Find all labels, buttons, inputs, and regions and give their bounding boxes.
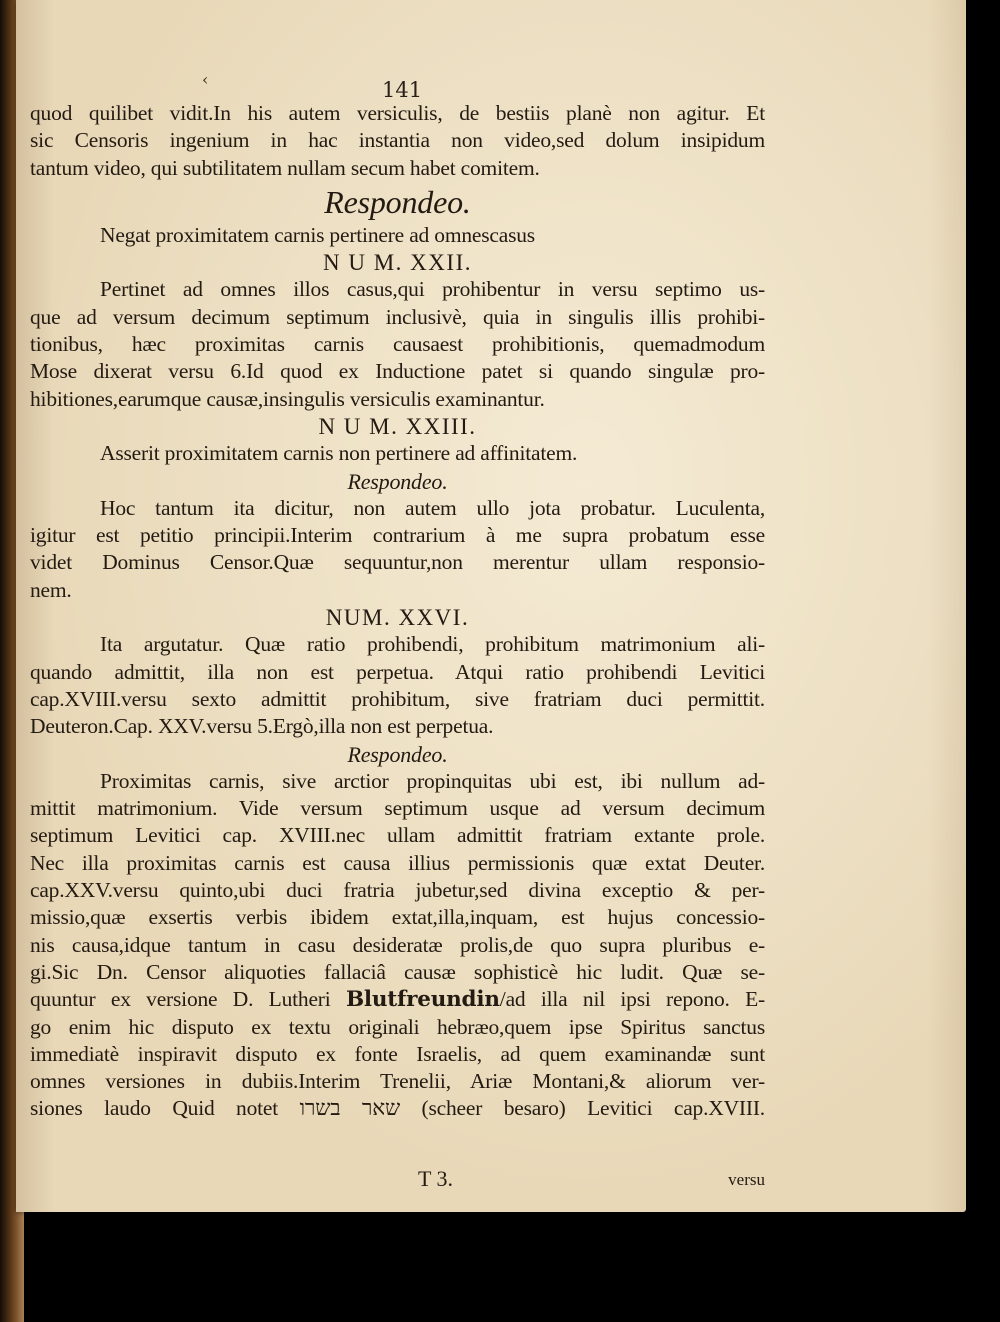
blackletter-word: Blutfreundin <box>345 987 500 1013</box>
text-line: igitur est petitio principii.Interim contrarium à me supra probatum esse <box>30 523 765 548</box>
stray-ink-mark: ‹ <box>202 70 209 89</box>
text-line: tionibus, hæc proximitas carnis causaest prohibitionis, quemadmodum <box>30 332 765 357</box>
text-line: missio,quæ exsertis verbis ibidem extat,illa,inquam, est hujus concessio- <box>30 905 765 930</box>
text-line: quando admittit, illa non est perpetua. Atqui ratio prohibendi Levitici <box>30 659 765 684</box>
text-segment: quuntur ex versione D. Lutheri <box>30 987 346 1012</box>
text-line: omnes versiones in dubiis.Interim Trenelii, Ariæ Montani,& aliorum ver- <box>30 1069 765 1094</box>
text-line: Mose dixerat versu 6.Id quod ex Inductione patet si quando singulæ pro- <box>30 359 765 384</box>
text-segment: /ad illa nil ipsi repono. E- <box>499 987 765 1012</box>
text-line: Nec illa proximitas carnis est causa illius permissionis quæ extat Deuter. <box>30 850 765 875</box>
text-line: septimum Levitici cap. XVIII.nec ullam admittit fratriam extante prole. <box>30 823 765 848</box>
section-heading-respondeo: Respondeo. <box>324 183 471 220</box>
catchword: versu <box>728 1170 765 1189</box>
text-line: Negat proximitatem carnis pertinere ad omnescasus <box>100 222 535 247</box>
text-line: Hoc tantum ita dicitur, non autem ullo jota probatur. Luculenta, <box>100 495 765 520</box>
text-line: Asserit proximitatem carnis non pertinere ad affinitatem. <box>100 441 578 466</box>
page-footer <box>30 1166 765 1196</box>
text-line: sic Censoris ingenium in hac instantia non video,sed dolum insipidum <box>30 128 765 153</box>
page-number: 141 <box>382 78 423 102</box>
section-heading-num: NUM. XXVI. <box>325 605 470 631</box>
text-line: Ita argutatur. Quæ ratio prohibendi, prohibitum matrimonium ali- <box>100 632 765 657</box>
body-text <box>30 100 765 1123</box>
section-heading-respondeo: Respondeo. <box>347 468 448 494</box>
text-line: Pertinet ad omnes illos casus,qui prohibentur in versu septimo us- <box>100 277 765 302</box>
text-line: mittit matrimonium. Vide versum septimum usque ad versum decimum <box>30 796 765 821</box>
text-line: gi.Sic Dn. Censor aliquoties fallaciâ causæ sophisticè hic ludit. Quæ se- <box>30 959 765 984</box>
book-page <box>16 0 966 1212</box>
text-line: nem. <box>30 577 72 602</box>
text-line: cap.XXV.versu quinto,ubi duci fratria jubetur,sed divina exceptio & per- <box>30 878 765 903</box>
text-line: nis causa,idque tantum in casu desideratæ prolis,de quo supra pluribus e- <box>30 932 765 957</box>
section-heading-respondeo: Respondeo. <box>347 741 448 767</box>
text-line: immediatè inspiravit disputo ex fonte Israelis, ad quem examinandæ sunt <box>30 1041 765 1066</box>
text-line: siones laudo Quid notet שאר בשרו (scheer besaro) Levitici cap.XVIII. <box>30 1096 765 1121</box>
section-heading-num: N U M. XXII. <box>323 250 472 276</box>
text-line: tantum video, qui subtilitatem nullam secum habet comitem. <box>30 155 540 180</box>
text-line: hibitiones,earumque causæ,insingulis versiculis examinantur. <box>30 386 545 411</box>
signature-mark: T 3. <box>418 1166 454 1191</box>
text-line <box>30 986 765 1013</box>
text-line: Proximitas carnis, sive arctior propinquitas ubi est, ibi nullum ad- <box>100 768 765 793</box>
section-heading-num: N U M. XXIII. <box>318 413 477 439</box>
text-line: cap.XVIII.versu sexto admittit prohibitum, sive fratriam duci permittit. <box>30 686 765 711</box>
text-line: videt Dominus Censor.Quæ sequuntur,non merentur ullam responsio- <box>30 550 765 575</box>
text-line: quod quilibet vidit.In his autem versiculis, de bestiis planè non agitur. Et <box>30 101 765 125</box>
text-line: que ad versum decimum septimum inclusivè, quia in singulis illis prohibi- <box>30 304 765 329</box>
text-line: Deuteron.Cap. XXV.versu 5.Ergò,illa non est perpetua. <box>30 714 494 739</box>
text-line: go enim hic disputo ex textu originali hebræo,quem ipse Spiritus sanctus <box>30 1014 765 1039</box>
